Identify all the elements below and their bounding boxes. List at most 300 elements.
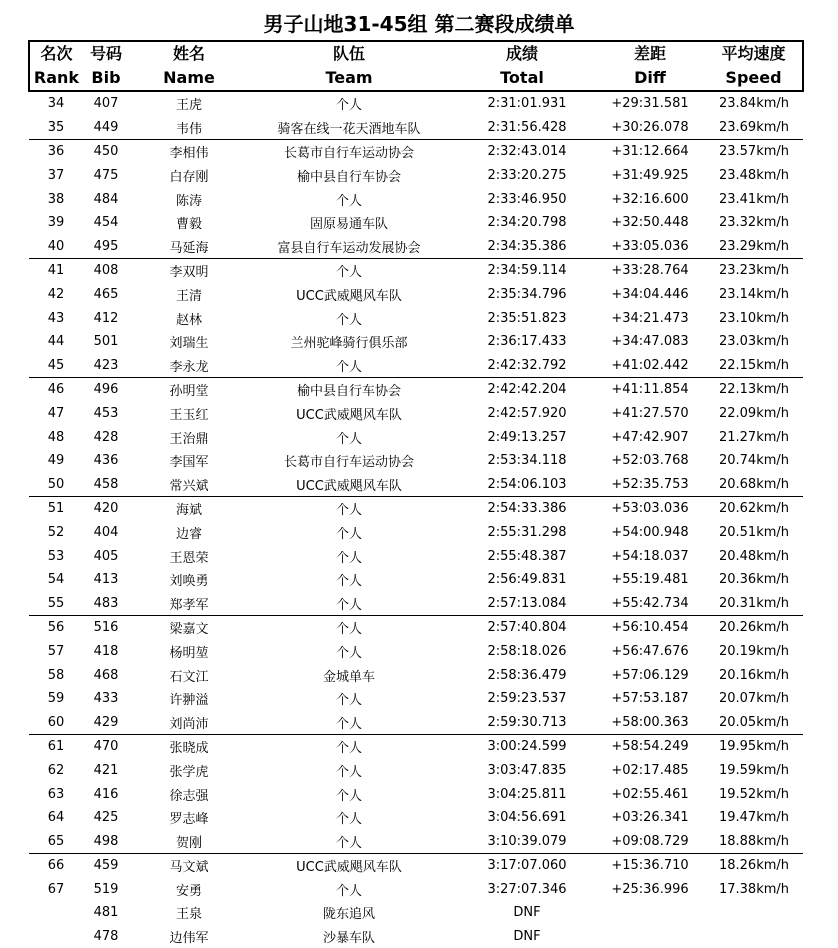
cell-team: 榆中县自行车协会 — [296, 170, 401, 186]
cell-total: 2:54:33.386 — [449, 497, 595, 521]
cell-team: 个人 — [335, 812, 362, 828]
table-row — [29, 640, 803, 664]
header-speed-cn: 平均速度 — [705, 41, 803, 66]
cell-bib: 436 — [93, 453, 119, 469]
cell-bib: 516 — [83, 616, 129, 640]
cell-bib: 468 — [93, 667, 119, 683]
cell-diff: +54:00.948 — [611, 524, 689, 540]
cell-rank: 55 — [47, 595, 65, 611]
cell-rank: 63 — [47, 786, 65, 802]
cell-total: 3:04:56.691 — [487, 810, 567, 826]
cell-team: 个人 — [335, 193, 362, 209]
cell-speed: 19.47km/h — [718, 810, 790, 826]
cell-name: 杨明堃 — [169, 645, 209, 661]
cell-bib: 449 — [93, 119, 119, 135]
table-row — [29, 901, 803, 925]
cell-name: 曹毅 — [175, 217, 202, 233]
cell-speed: 20.07km/h — [718, 691, 790, 707]
cell-rank: 39 — [47, 215, 65, 231]
cell-diff: +30:26.078 — [611, 119, 689, 135]
cell-total: 2:58:18.026 — [487, 643, 567, 659]
cell-bib: 425 — [93, 810, 119, 826]
cell-rank: 35 — [47, 119, 65, 135]
cell-diff: +32:50.448 — [611, 215, 689, 231]
cell-team: 个人 — [335, 98, 362, 114]
cell-name: 罗志峰 — [169, 812, 209, 828]
cell-speed: 20.16km/h — [718, 667, 790, 683]
cell-bib: 416 — [93, 786, 119, 802]
cell-total: 3:17:07.060 — [449, 854, 595, 878]
cell-bib: 495 — [93, 238, 119, 254]
cell-rank: 51 — [29, 497, 83, 521]
table-row — [29, 497, 803, 521]
table-row — [29, 854, 803, 878]
cell-diff: +33:05.036 — [611, 238, 689, 254]
cell-speed: 19.59km/h — [718, 762, 790, 778]
cell-team: UCC武威飓风车队 — [296, 478, 402, 494]
cell-total: 2:31:01.931 — [487, 96, 567, 112]
cell-diff: +55:19.481 — [611, 572, 689, 588]
cell-speed: 22.09km/h — [718, 406, 790, 422]
header-diff-en: Diff — [595, 66, 705, 91]
cell-total: 2:34:59.114 — [449, 259, 595, 283]
header-diff-cn: 差距 — [595, 41, 705, 66]
cell-total: 2:59:23.537 — [487, 691, 567, 707]
table-row — [29, 687, 803, 711]
table-row — [29, 473, 803, 497]
cell-name: 李相伟 — [129, 140, 249, 164]
cell-speed: 18.26km/h — [705, 854, 803, 878]
cell-bib: 423 — [93, 357, 119, 373]
cell-diff: +58:54.249 — [595, 735, 705, 759]
cell-team: 个人 — [249, 735, 449, 759]
cell-name: 石文江 — [169, 669, 209, 685]
cell-rank: 50 — [47, 476, 65, 492]
cell-speed — [705, 925, 803, 948]
cell-name: 张晓成 — [129, 735, 249, 759]
cell-total: 2:33:46.950 — [487, 191, 567, 207]
cell-rank: 64 — [47, 810, 65, 826]
cell-rank: 37 — [47, 168, 65, 184]
cell-diff: +41:02.442 — [611, 357, 689, 373]
cell-name: 韦伟 — [175, 121, 202, 137]
cell-speed: 23.84km/h — [718, 96, 790, 112]
cell-rank: 36 — [29, 140, 83, 164]
cell-team: 个人 — [335, 597, 362, 613]
table-row — [29, 140, 803, 164]
cell-name: 刘瑞生 — [169, 336, 209, 352]
table-row — [29, 116, 803, 140]
cell-name: 贺刚 — [175, 835, 202, 851]
cell-rank: 60 — [47, 714, 65, 730]
cell-diff: +55:42.734 — [611, 595, 689, 611]
cell-diff: +57:53.187 — [611, 691, 689, 707]
cell-diff: +58:00.363 — [611, 714, 689, 730]
cell-speed: 20.74km/h — [718, 453, 790, 469]
table-row — [29, 283, 803, 307]
cell-speed — [705, 901, 803, 925]
cell-name: 王清 — [175, 289, 202, 305]
cell-bib: 428 — [93, 429, 119, 445]
cell-speed: 23.48km/h — [718, 168, 790, 184]
cell-speed: 20.05km/h — [718, 714, 790, 730]
cell-team: UCC武威飓风车队 — [296, 289, 402, 305]
cell-name: 李永龙 — [169, 359, 209, 375]
header-name-en: Name — [129, 66, 249, 91]
cell-team: 个人 — [335, 835, 362, 851]
cell-speed: 22.13km/h — [705, 378, 803, 402]
cell-bib: 501 — [93, 334, 119, 350]
cell-total: 2:32:43.014 — [449, 140, 595, 164]
page-title: 男子山地31-45组 第二赛段成绩单 — [263, 12, 575, 36]
cell-name: 边伟军 — [169, 931, 209, 947]
cell-total: 2:55:31.298 — [487, 524, 567, 540]
cell-speed: 20.48km/h — [718, 548, 790, 564]
cell-rank: 53 — [47, 548, 65, 564]
cell-total: 2:59:30.713 — [487, 714, 567, 730]
cell-name: 梁嘉文 — [129, 616, 249, 640]
cell-diff: +52:35.753 — [611, 476, 689, 492]
cell-rank: 40 — [47, 238, 65, 254]
cell-diff: +29:31.581 — [611, 96, 689, 112]
cell-diff: +54:18.037 — [611, 548, 689, 564]
cell-diff: +56:10.454 — [595, 616, 705, 640]
cell-diff: +31:49.925 — [611, 168, 689, 184]
cell-speed: 20.31km/h — [718, 595, 790, 611]
cell-bib: 408 — [83, 259, 129, 283]
table-body — [29, 91, 803, 948]
table-row — [29, 878, 803, 902]
table-row — [29, 759, 803, 783]
cell-bib: 484 — [93, 191, 119, 207]
cell-rank: 57 — [47, 643, 65, 659]
cell-rank: 42 — [47, 287, 65, 303]
cell-diff — [595, 901, 705, 925]
cell-bib: 498 — [93, 833, 119, 849]
cell-diff: +53:03.036 — [595, 497, 705, 521]
cell-speed: 23.57km/h — [705, 140, 803, 164]
table-row — [29, 378, 803, 402]
cell-total: 3:04:25.811 — [487, 786, 567, 802]
table-row — [29, 330, 803, 354]
cell-speed: 20.26km/h — [705, 616, 803, 640]
cell-bib: 418 — [93, 643, 119, 659]
cell-rank: 41 — [29, 259, 83, 283]
cell-total: DNF — [513, 905, 541, 921]
cell-name: 郑孝军 — [169, 597, 209, 613]
cell-rank: 67 — [47, 881, 65, 897]
cell-team: 富县自行车运动发展协会 — [277, 240, 421, 256]
cell-total: 2:54:06.103 — [487, 476, 567, 492]
cell-rank: 48 — [47, 429, 65, 445]
cell-total: 2:42:57.920 — [487, 406, 567, 422]
cell-bib: 453 — [93, 406, 119, 422]
cell-diff: +56:47.676 — [611, 643, 689, 659]
cell-speed: 20.62km/h — [705, 497, 803, 521]
cell-speed: 20.19km/h — [718, 643, 790, 659]
cell-speed: 23.32km/h — [718, 215, 790, 231]
cell-total: 2:58:36.479 — [487, 667, 567, 683]
cell-bib: 433 — [93, 691, 119, 707]
cell-speed: 17.38km/h — [718, 881, 790, 897]
cell-name: 刘唤勇 — [169, 574, 209, 590]
cell-bib: 459 — [83, 854, 129, 878]
cell-name: 王治鼎 — [169, 431, 209, 447]
cell-rank: 38 — [47, 191, 65, 207]
cell-total: 2:57:13.084 — [487, 595, 567, 611]
cell-name: 王恩荣 — [169, 550, 209, 566]
cell-rank: 54 — [47, 572, 65, 588]
cell-team: 个人 — [335, 645, 362, 661]
cell-team: 骑客在线一花天酒地车队 — [277, 121, 421, 137]
cell-rank: 43 — [47, 310, 65, 326]
cell-speed: 18.88km/h — [718, 833, 790, 849]
cell-bib: 405 — [93, 548, 119, 564]
cell-speed: 19.95km/h — [705, 735, 803, 759]
cell-team: 个人 — [335, 312, 362, 328]
cell-rank: 34 — [47, 96, 65, 112]
cell-speed: 23.14km/h — [718, 287, 790, 303]
cell-team: 陇东追风 — [322, 907, 375, 923]
cell-team: 个人 — [335, 359, 362, 375]
cell-diff: +52:03.768 — [611, 453, 689, 469]
cell-total: 2:56:49.831 — [487, 572, 567, 588]
cell-rank: 52 — [47, 524, 65, 540]
cell-rank: 65 — [47, 833, 65, 849]
cell-bib: 478 — [93, 929, 119, 945]
table-row — [29, 259, 803, 283]
cell-total: DNF — [513, 929, 541, 945]
cell-name: 马文斌 — [129, 854, 249, 878]
cell-speed: 23.23km/h — [705, 259, 803, 283]
cell-diff — [595, 925, 705, 948]
header-rank-cn: 名次 — [29, 41, 83, 66]
cell-total: 2:36:17.433 — [487, 334, 567, 350]
cell-rank: 46 — [29, 378, 83, 402]
cell-bib: 421 — [93, 762, 119, 778]
cell-total: 2:35:34.796 — [487, 287, 567, 303]
cell-name: 马延海 — [169, 240, 209, 256]
cell-team: 个人 — [335, 550, 362, 566]
header-name-cn: 姓名 — [129, 41, 249, 66]
cell-total: 2:42:32.792 — [487, 357, 567, 373]
cell-team: 个人 — [249, 616, 449, 640]
cell-rank: 44 — [47, 334, 65, 350]
cell-team: 个人 — [335, 764, 362, 780]
header-speed-en: Speed — [705, 66, 803, 91]
cell-rank: 66 — [29, 854, 83, 878]
cell-diff: +09:08.729 — [611, 833, 689, 849]
cell-name: 徐志强 — [169, 788, 209, 804]
cell-rank: 59 — [47, 691, 65, 707]
cell-speed: 20.36km/h — [718, 572, 790, 588]
cell-speed: 20.51km/h — [718, 524, 790, 540]
table-row — [29, 829, 803, 853]
cell-total: 3:27:07.346 — [487, 881, 567, 897]
cell-diff: +32:16.600 — [611, 191, 689, 207]
cell-diff: +33:28.764 — [595, 259, 705, 283]
cell-bib: 420 — [83, 497, 129, 521]
cell-rank: 45 — [47, 357, 65, 373]
cell-total: 2:35:51.823 — [487, 310, 567, 326]
cell-bib: 470 — [83, 735, 129, 759]
cell-team: 个人 — [335, 431, 362, 447]
cell-bib: 458 — [93, 476, 119, 492]
cell-speed: 23.03km/h — [718, 334, 790, 350]
cell-total: 3:10:39.079 — [487, 833, 567, 849]
cell-team: 个人 — [335, 526, 362, 542]
header-bib-cn: 号码 — [83, 41, 129, 66]
cell-bib: 454 — [93, 215, 119, 231]
cell-total: 2:53:34.118 — [487, 453, 567, 469]
cell-team: 兰州驼峰骑行俱乐部 — [290, 336, 408, 352]
cell-name: 张学虎 — [169, 764, 209, 780]
cell-name: 白存刚 — [169, 170, 209, 186]
cell-bib: 450 — [83, 140, 129, 164]
table-row — [29, 91, 803, 116]
cell-bib: 404 — [93, 524, 119, 540]
cell-diff: +34:47.083 — [611, 334, 689, 350]
table-row — [29, 663, 803, 687]
cell-total: 2:33:20.275 — [487, 168, 567, 184]
cell-rank: 62 — [47, 762, 65, 778]
cell-speed: 20.68km/h — [718, 476, 790, 492]
cell-team: 长葛市自行车运动协会 — [249, 140, 449, 164]
cell-name: 李国军 — [169, 455, 209, 471]
header-rank-en: Rank — [29, 66, 83, 91]
table-row — [29, 735, 803, 759]
cell-name: 安勇 — [175, 883, 202, 899]
cell-name: 许翀溢 — [169, 693, 209, 709]
cell-speed: 22.15km/h — [718, 357, 790, 373]
table-row — [29, 925, 803, 948]
cell-team: 沙暴车队 — [322, 931, 375, 947]
table-row — [29, 806, 803, 830]
cell-speed: 23.29km/h — [718, 238, 790, 254]
cell-speed: 23.10km/h — [718, 310, 790, 326]
cell-team: 个人 — [335, 716, 362, 732]
cell-total: 2:57:40.804 — [449, 616, 595, 640]
cell-speed: 21.27km/h — [718, 429, 790, 445]
cell-total: 3:00:24.599 — [449, 735, 595, 759]
cell-total: 2:34:35.386 — [487, 238, 567, 254]
cell-bib: 412 — [93, 310, 119, 326]
cell-team: 个人 — [335, 788, 362, 804]
cell-diff: +41:11.854 — [595, 378, 705, 402]
table-row — [29, 568, 803, 592]
cell-rank: 47 — [47, 406, 65, 422]
cell-rank: 58 — [47, 667, 65, 683]
cell-rank: 56 — [29, 616, 83, 640]
table-row — [29, 544, 803, 568]
cell-total: 2:55:48.387 — [487, 548, 567, 564]
cell-speed: 19.52km/h — [718, 786, 790, 802]
cell-total: 2:42:42.204 — [449, 378, 595, 402]
cell-total: 2:49:13.257 — [487, 429, 567, 445]
cell-diff: +34:21.473 — [611, 310, 689, 326]
cell-diff: +34:04.446 — [611, 287, 689, 303]
cell-speed: 23.41km/h — [718, 191, 790, 207]
cell-rank: 49 — [47, 453, 65, 469]
cell-name: 赵林 — [175, 312, 202, 328]
cell-team: 个人 — [335, 883, 362, 899]
table-row — [29, 616, 803, 640]
cell-diff: +25:36.996 — [611, 881, 689, 897]
cell-name: 李双明 — [129, 259, 249, 283]
cell-team: 金城单车 — [322, 669, 375, 685]
cell-diff: +15:36.710 — [595, 854, 705, 878]
cell-name: 王泉 — [175, 907, 202, 923]
table-row — [29, 402, 803, 426]
table-row — [29, 306, 803, 330]
header-team-en: Team — [249, 66, 449, 91]
cell-name: 刘尚沛 — [169, 716, 209, 732]
cell-team: 长葛市自行车运动协会 — [283, 455, 414, 471]
cell-name: 王虎 — [175, 98, 202, 114]
cell-bib: 429 — [93, 714, 119, 730]
cell-bib: 465 — [93, 287, 119, 303]
cell-bib: 407 — [93, 96, 119, 112]
cell-team: UCC武威飓风车队 — [249, 854, 449, 878]
cell-diff: +02:17.485 — [611, 762, 689, 778]
table-row — [29, 235, 803, 259]
table-row — [29, 449, 803, 473]
cell-name: 陈涛 — [175, 193, 202, 209]
table-row — [29, 354, 803, 378]
table-row — [29, 211, 803, 235]
cell-rank — [29, 925, 83, 948]
cell-team: 个人 — [249, 497, 449, 521]
header-bib-en: Bib — [83, 66, 129, 91]
table-row — [29, 521, 803, 545]
table-row — [29, 425, 803, 449]
cell-rank — [29, 901, 83, 925]
cell-bib: 496 — [83, 378, 129, 402]
cell-bib: 483 — [93, 595, 119, 611]
cell-team: UCC武威飓风车队 — [296, 408, 402, 424]
cell-diff: +31:12.664 — [595, 140, 705, 164]
cell-diff: +02:55.461 — [611, 786, 689, 802]
cell-total: 2:31:56.428 — [487, 119, 567, 135]
cell-team: 个人 — [335, 574, 362, 590]
table-row — [29, 591, 803, 615]
table-row — [29, 187, 803, 211]
cell-name: 边睿 — [175, 526, 202, 542]
cell-name: 常兴斌 — [169, 478, 209, 494]
cell-bib: 519 — [93, 881, 119, 897]
cell-team: 固原易通车队 — [309, 217, 388, 233]
header-total-en: Total — [449, 66, 595, 91]
header-team-cn: 队伍 — [249, 41, 449, 66]
table-row — [29, 710, 803, 734]
results-table — [28, 40, 804, 948]
table-row — [29, 164, 803, 188]
cell-bib: 413 — [93, 572, 119, 588]
cell-total: 3:03:47.835 — [487, 762, 567, 778]
cell-diff: +47:42.907 — [611, 429, 689, 445]
cell-bib: 481 — [93, 905, 119, 921]
cell-name: 海斌 — [129, 497, 249, 521]
header-total-cn: 成绩 — [449, 41, 595, 66]
cell-speed: 23.69km/h — [718, 119, 790, 135]
cell-team: 个人 — [335, 693, 362, 709]
cell-team: 榆中县自行车协会 — [249, 378, 449, 402]
cell-name: 王玉红 — [169, 408, 209, 424]
cell-diff: +03:26.341 — [611, 810, 689, 826]
cell-team: 个人 — [249, 259, 449, 283]
cell-rank: 61 — [29, 735, 83, 759]
cell-bib: 475 — [93, 168, 119, 184]
